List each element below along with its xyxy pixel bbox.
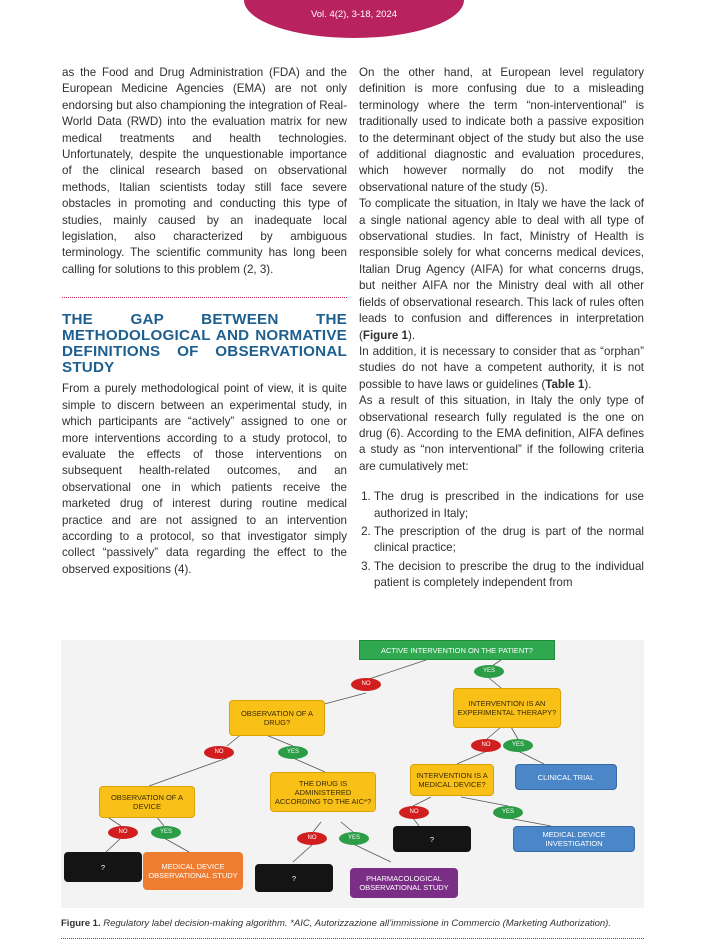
connector <box>313 822 321 832</box>
pharmacological-observational-study-outcome: PHARMACOLOGICAL OBSERVATIONAL STUDY <box>350 868 458 898</box>
yes-label: YES <box>151 826 181 839</box>
table-1-ref: Table 1 <box>545 377 585 391</box>
medical-device-investigation-outcome: MEDICAL DEVICE INVESTIGATION <box>513 826 635 852</box>
connector <box>413 818 419 826</box>
right-paragraph-4: As a result of this situation, in Italy the only type of observational research fully regulated is the one on drug (6). According to the EMA definition, AIFA defines a study as “non interventional” if the following criteria are cumulatively met: <box>359 394 644 473</box>
yes-label: YES <box>278 746 308 759</box>
yes-label: YES <box>339 832 369 845</box>
criterion-item: 3. The decision to prescribe the drug to the individual patient is completely independent from <box>374 559 644 592</box>
yes-label: YES <box>503 739 533 752</box>
left-paragraph-1: as the Food and Drug Administration (FDA) and the European Medicine Agencies (EMA) are not only endorsing but also championing the integration of Real-World Data (RWD) into the evaluation matrix for new medical treatments and health technologies. Unfortunately, despite the unquestionable importance of the clinical research based on observational methods, Italian scientists today still face severe obstacles in promoting and conducting this type of studies, mainly caused by an inadequate local legislation, also characterized by ambiguous terminology. The scientific community has long been calling for solutions to this problem (2, 3). <box>62 66 347 276</box>
unknown-outcome-box: ? <box>393 826 471 852</box>
section-title: THE GAP BETWEEN THE METHODOLOGICAL AND NORMATIVE DEFINITIONS OF OBSERVATIONAL STUDY <box>62 311 347 377</box>
connector <box>353 844 391 862</box>
yes-label: YES <box>493 806 523 819</box>
no-label: NO <box>471 739 501 752</box>
bottom-divider <box>61 938 644 939</box>
left-column <box>62 65 347 578</box>
medical-device-question: INTERVENTION IS A MEDICAL DEVICE? <box>410 764 494 796</box>
medical-device-observational-study-outcome: MEDICAL DEVICE OBSERVATIONAL STUDY <box>143 852 243 890</box>
figure-caption-text: Regulatory label decision-making algorithm. *AIC, Autorizzazione all’immissione in Commercio (Marketing Authorization). <box>103 918 611 929</box>
unknown-outcome-box: ? <box>255 864 333 892</box>
no-label: NO <box>108 826 138 839</box>
connector <box>413 797 431 806</box>
unknown-outcome-box: ? <box>64 852 142 882</box>
no-label: NO <box>204 746 234 759</box>
connector <box>518 751 544 764</box>
connector <box>457 751 487 764</box>
volume-header <box>244 0 464 38</box>
connector <box>293 844 313 862</box>
connector <box>106 838 121 852</box>
volume-label: Vol. 4(2), 3-18, 2024 <box>310 9 398 20</box>
experimental-therapy-question: INTERVENTION IS AN EXPERIMENTAL THERAPY? <box>453 688 561 728</box>
section-divider <box>62 297 347 298</box>
right-paragraph-1: On the other hand, at European level regulatory definition is more confusing due to a misleading terminology where the term “non-interventional” is traditionally used to indicate both a passive exposition to the determinant object of the study but also the use of additional diagnostic and evaluation procedures, which however normally do not modify the observational nature of the study (5). <box>359 66 644 194</box>
aic-question: THE DRUG IS ADMINISTERED ACCORDING TO THE AIC*? <box>270 772 376 812</box>
yes-label: YES <box>474 665 504 678</box>
criterion-item: 2. The prescription of the drug is part of the normal clinical practice; <box>374 524 644 557</box>
connector <box>487 727 501 739</box>
no-label: NO <box>297 832 327 845</box>
connector <box>511 727 518 739</box>
right-paragraph-2: To complicate the situation, in Italy we have the lack of a single national agency able to deal with all type of observational studies. In fact, Ministry of Health is responsible solely for what concerns medical devices, Italian Drug Agency (AIFA) for what concerns drugs, but neither AIFA nor the Ministry deal with all other fields of observational research. This lack of rules often leads to confusion and differences in interpretation (Figure 1). <box>359 197 644 342</box>
connector <box>164 838 189 852</box>
drug-observation-question: OBSERVATION OF A DRUG? <box>229 700 325 736</box>
right-column <box>359 65 644 594</box>
left-paragraph-2: From a purely methodological point of view, it is quite simple to discern between an experimental study, in which participants are “actively” assigned to one or more interventions according to a study protocol, to evaluate the effects of those interventions on subsequent health-related outcomes, and an observational one in which patients receive the marketed drug of interest during routine medical practice and are not assigned to an intervention according to a protocol, so that investigator simply collect “passively” data regarding the effect to the observed expositions (4). <box>62 382 347 576</box>
connector <box>149 758 227 786</box>
root-question-box: ACTIVE INTERVENTION ON THE PATIENT? <box>359 640 555 660</box>
connector <box>293 758 325 772</box>
figure-caption <box>61 918 661 930</box>
connector <box>366 660 426 680</box>
device-observation-question: OBSERVATION OF A DEVICE <box>99 786 195 818</box>
no-label: NO <box>351 678 381 691</box>
figure-1-flowchart <box>61 640 644 908</box>
criterion-item: 1. The drug is prescribed in the indications for use authorized in Italy; <box>374 489 644 522</box>
right-paragraph-3: In addition, it is necessary to consider that as “orphan” studies do not have a competent authority, it is not possible to have laws or guidelines (Table 1). <box>359 344 644 391</box>
figure-1-ref: Figure 1 <box>362 328 408 342</box>
no-label: NO <box>399 806 429 819</box>
criteria-list <box>359 489 644 591</box>
figure-caption-label: Figure 1. <box>61 918 101 929</box>
connector <box>461 797 508 806</box>
connector <box>508 818 551 826</box>
connector <box>341 822 353 832</box>
clinical-trial-outcome: CLINICAL TRIAL <box>515 764 617 790</box>
